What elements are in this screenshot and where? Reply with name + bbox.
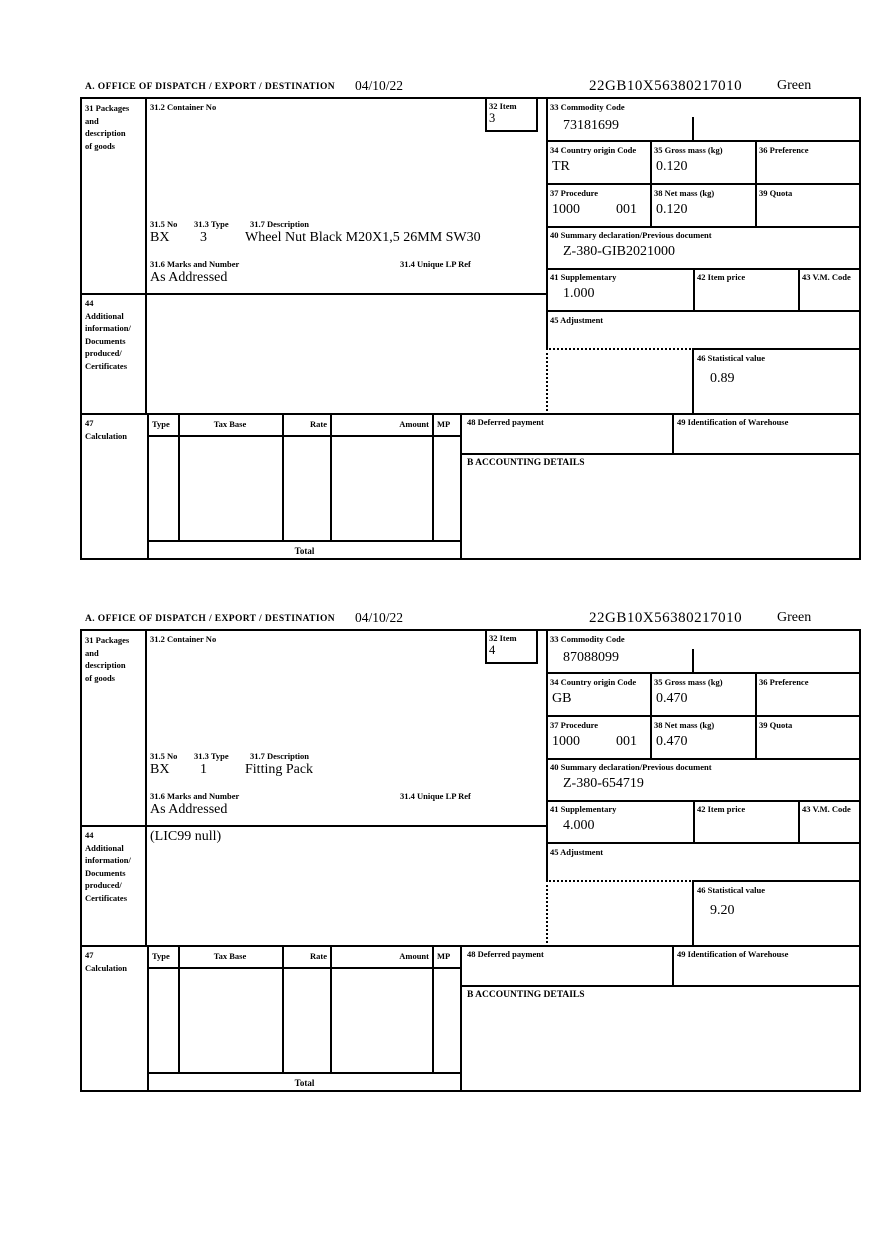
accounting-details-label: B ACCOUNTING DETAILS [467, 458, 585, 468]
additional-info-label-line: 44 [85, 298, 94, 308]
tax-type-header: Type [152, 419, 170, 429]
pkg-type-label: 31.3 Type [194, 219, 229, 229]
divider [546, 842, 859, 844]
divider [178, 413, 180, 542]
divider [693, 268, 695, 312]
routing-status: Green [777, 610, 812, 625]
supplementary-value: 4.000 [563, 818, 595, 833]
description-label: 31.7 Description [250, 219, 310, 229]
divider [692, 348, 859, 350]
divider [82, 293, 546, 295]
tax-rate-header: Rate [310, 419, 327, 429]
warehouse-label: 49 Identification of Warehouse [677, 949, 789, 959]
tax-calculation-table [147, 945, 462, 1074]
pkg-no-value: BX [150, 762, 170, 777]
adjustment-label: 45 Adjustment [550, 847, 604, 857]
dotted-divider [546, 880, 548, 947]
divider [147, 967, 462, 969]
item-label: 32 Item [489, 101, 517, 111]
divider [432, 413, 434, 542]
calculation-label-line: Calculation [85, 430, 128, 441]
deferred-payment-label: 48 Deferred payment [467, 949, 544, 959]
country-origin-label: 34 Country origin Code [550, 677, 637, 687]
divider [692, 117, 694, 142]
vm-code-label: 43 V.M. Code [802, 804, 851, 814]
net-mass-value: 0.120 [656, 202, 688, 217]
vm-code-label: 43 V.M. Code [802, 272, 851, 282]
dotted-divider [546, 348, 694, 350]
packages-label-line: description [85, 660, 126, 670]
deferred-payment-label: 48 Deferred payment [467, 417, 544, 427]
divider [462, 985, 859, 987]
quota-label: 39 Quota [759, 720, 793, 730]
lp-ref-label: 31.4 Unique LP Ref [400, 259, 471, 269]
container-no-label: 31.2 Container No [150, 102, 217, 112]
adjustment-label: 45 Adjustment [550, 315, 604, 325]
divider [546, 800, 859, 802]
divider [755, 140, 757, 228]
stat-value-value: 0.89 [710, 371, 735, 386]
supplementary-label: 41 Supplementary [550, 272, 617, 282]
packages-label [85, 634, 143, 684]
office-of-dispatch-label: A. OFFICE OF DISPATCH / EXPORT / DESTINATION [85, 82, 336, 92]
commodity-code-label: 33 Commodity Code [550, 634, 625, 644]
tax-total-row: Total [147, 540, 462, 560]
additional-info-label-line: produced/ [85, 880, 122, 890]
divider [145, 631, 147, 947]
lp-ref-label: 31.4 Unique LP Ref [400, 791, 471, 801]
tax-base-header: Tax Base [213, 419, 247, 429]
stat-value-value: 9.20 [710, 903, 735, 918]
item-form-grid [80, 629, 861, 1092]
divider [650, 140, 652, 228]
gross-mass-value: 0.120 [656, 159, 688, 174]
preference-label: 36 Preference [759, 145, 809, 155]
additional-info-label-line: Additional [85, 842, 124, 853]
commodity-code-value: 73181699 [563, 118, 619, 133]
divider [330, 413, 332, 542]
routing-status: Green [777, 78, 812, 93]
item-number-value: 3 [489, 111, 496, 125]
accounting-details-label: B ACCOUNTING DETAILS [467, 990, 585, 1000]
commodity-code-label: 33 Commodity Code [550, 102, 625, 112]
marks-label: 31.6 Marks and Number [150, 791, 240, 801]
item-number-value: 4 [489, 643, 496, 657]
net-mass-label: 38 Net mass (kg) [654, 188, 715, 198]
tax-mp-header: MP [437, 419, 451, 429]
divider [178, 945, 180, 1074]
additional-info-label [85, 297, 143, 372]
declaration-reference: 22GB10X56380217010 [589, 78, 743, 94]
procedure-ext-value: 001 [616, 202, 637, 217]
net-mass-label: 38 Net mass (kg) [654, 720, 715, 730]
divider [798, 800, 800, 844]
divider [546, 183, 859, 185]
divider [147, 435, 462, 437]
office-of-dispatch-label: A. OFFICE OF DISPATCH / EXPORT / DESTINATION [85, 614, 336, 624]
gross-mass-label: 35 Gross mass (kg) [654, 145, 723, 155]
summary-declaration-value: Z-380-654719 [563, 776, 644, 791]
divider [672, 413, 674, 455]
pkg-type-label: 31.3 Type [194, 751, 229, 761]
stat-value-label: 46 Statistical value [697, 885, 765, 895]
item-price-label: 42 Item price [697, 272, 746, 282]
divider [546, 310, 859, 312]
packages-label-line: 31 Packages [85, 103, 130, 113]
divider [693, 800, 695, 844]
additional-info-label-line: Documents [85, 335, 126, 346]
divider [798, 268, 800, 312]
dotted-divider [546, 880, 694, 882]
tax-rate-header: Rate [310, 951, 327, 961]
country-origin-value: TR [552, 159, 570, 174]
additional-info-label-line: information/ [85, 323, 131, 333]
packages-label-line: and [85, 647, 99, 658]
container-no-label: 31.2 Container No [150, 634, 217, 644]
gross-mass-label: 35 Gross mass (kg) [654, 677, 723, 687]
tax-mp-header: MP [437, 951, 451, 961]
divider [650, 672, 652, 760]
country-origin-value: GB [552, 691, 572, 706]
divider [692, 880, 859, 882]
procedure-ext-value: 001 [616, 734, 637, 749]
tax-calculation-table [147, 413, 462, 542]
declaration-date: 04/10/22 [355, 78, 404, 93]
tax-amount-header: Amount [399, 419, 429, 429]
packages-label-line: 31 Packages [85, 635, 130, 645]
additional-info-label-line: information/ [85, 855, 131, 865]
quota-label: 39 Quota [759, 188, 793, 198]
stat-value-label: 46 Statistical value [697, 353, 765, 363]
divider [546, 140, 859, 142]
packages-label-line: and [85, 115, 99, 126]
additional-info-value: (LIC99 null) [150, 829, 222, 844]
calculation-label-line: Calculation [85, 962, 128, 973]
calculation-label-line: 47 [85, 950, 94, 960]
item-form-grid [80, 97, 861, 560]
packages-label-line: of goods [85, 140, 115, 151]
divider [692, 880, 694, 945]
divider [432, 945, 434, 1074]
divider [692, 649, 694, 674]
divider [546, 226, 859, 228]
additional-info-label-line: Documents [85, 867, 126, 878]
additional-info-label-line: produced/ [85, 348, 122, 358]
declaration-item-section [0, 78, 882, 578]
tax-base-header: Tax Base [213, 951, 247, 961]
net-mass-value: 0.470 [656, 734, 688, 749]
description-value: Fitting Pack [245, 762, 314, 777]
divider [546, 268, 859, 270]
pkg-type-value: 1 [200, 762, 207, 777]
tax-total-row: Total [147, 1072, 462, 1092]
declaration-reference: 22GB10X56380217010 [589, 610, 743, 626]
additional-info-label-line: 44 [85, 830, 94, 840]
divider [330, 945, 332, 1074]
divider [755, 672, 757, 760]
summary-declaration-label: 40 Summary declaration/Previous document [550, 762, 712, 772]
divider [546, 715, 859, 717]
procedure-label: 37 Procedure [550, 720, 599, 730]
divider [462, 453, 859, 455]
packages-label-line: of goods [85, 672, 115, 683]
supplementary-label: 41 Supplementary [550, 804, 617, 814]
marks-value: As Addressed [150, 270, 228, 285]
declaration-item-section [0, 610, 882, 1110]
additional-info-label [85, 829, 143, 904]
description-label: 31.7 Description [250, 751, 310, 761]
commodity-code-value: 87088099 [563, 650, 619, 665]
divider [692, 348, 694, 413]
packages-label [85, 102, 143, 152]
procedure-value: 1000 [552, 202, 580, 217]
pkg-no-label: 31.5 No [150, 751, 178, 761]
divider [282, 945, 284, 1074]
divider [546, 758, 859, 760]
gross-mass-value: 0.470 [656, 691, 688, 706]
tax-type-header: Type [152, 951, 170, 961]
warehouse-label: 49 Identification of Warehouse [677, 417, 789, 427]
divider [282, 413, 284, 542]
additional-info-label-line: Certificates [85, 360, 128, 371]
pkg-no-value: BX [150, 230, 170, 245]
declaration-date: 04/10/22 [355, 610, 404, 625]
additional-info-label-line: Certificates [85, 892, 128, 903]
tax-amount-header: Amount [399, 951, 429, 961]
description-value: Wheel Nut Black M20X1,5 26MM SW30 [245, 230, 481, 245]
divider [672, 945, 674, 987]
divider [546, 672, 859, 674]
marks-label: 31.6 Marks and Number [150, 259, 240, 269]
marks-value: As Addressed [150, 802, 228, 817]
calculation-label-line: 47 [85, 418, 94, 428]
pkg-type-value: 3 [200, 230, 207, 245]
packages-label-line: description [85, 128, 126, 138]
summary-declaration-label: 40 Summary declaration/Previous document [550, 230, 712, 240]
dotted-divider [546, 348, 548, 415]
additional-info-label-line: Additional [85, 310, 124, 321]
pkg-no-label: 31.5 No [150, 219, 178, 229]
preference-label: 36 Preference [759, 677, 809, 687]
procedure-label: 37 Procedure [550, 188, 599, 198]
item-label: 32 Item [489, 633, 517, 643]
item-price-label: 42 Item price [697, 804, 746, 814]
supplementary-value: 1.000 [563, 286, 595, 301]
country-origin-label: 34 Country origin Code [550, 145, 637, 155]
procedure-value: 1000 [552, 734, 580, 749]
divider [82, 825, 546, 827]
calculation-label [85, 417, 143, 442]
summary-declaration-value: Z-380-GIB2021000 [563, 244, 675, 259]
calculation-label [85, 949, 143, 974]
divider [145, 99, 147, 415]
